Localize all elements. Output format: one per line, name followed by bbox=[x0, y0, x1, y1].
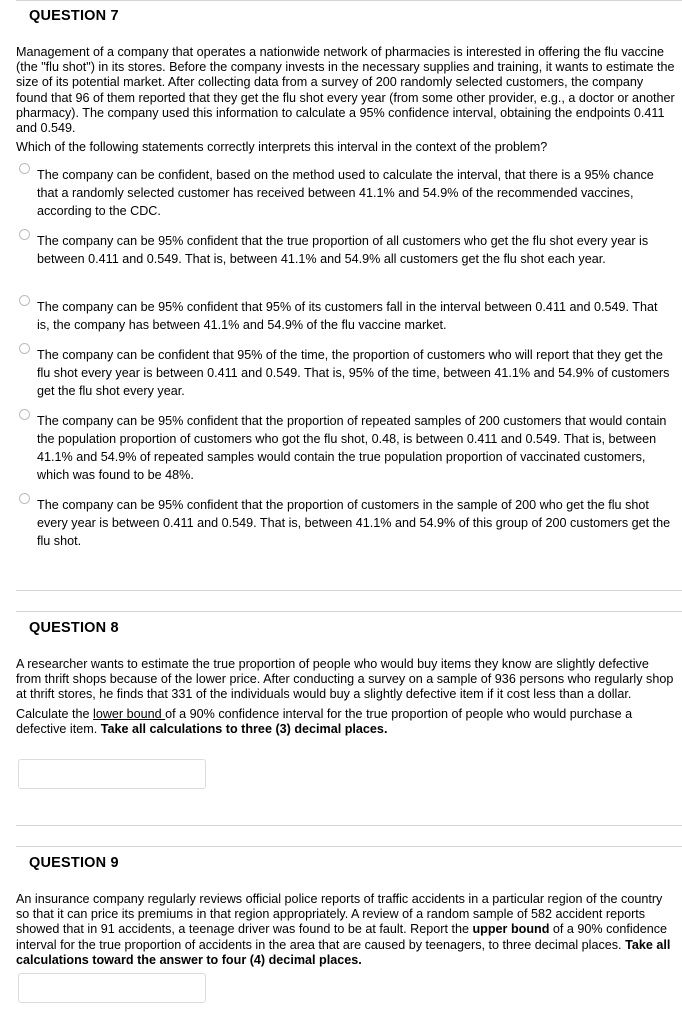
divider bbox=[16, 846, 682, 847]
question-7-stem: Management of a company that operates a nationwide network of pharmacies is interested in offering the flu vaccine (the "flu shot") in its stores. Before the company invests in the necessary supplies and training, it wants to estimate the size of its potential market. After collecting data from a survey of 200 randomly selected customers, the company found that 96 of them reported that they get the flu shot every year (from some other provider, e.g., a doctor or another pharmacy). The company used this information to calculate a 95% confidence interval, obtaining the endpoints 0.411 and 0.549. bbox=[16, 45, 675, 136]
question-9-text bbox=[16, 892, 676, 968]
divider bbox=[16, 0, 682, 1]
question-8-answer-input[interactable] bbox=[18, 759, 206, 789]
radio-option-f[interactable] bbox=[19, 493, 30, 504]
question-7-prompt: Which of the following statements correctly interprets this interval in the context of the problem? bbox=[16, 140, 548, 155]
question-9-instruction: Take all calculations toward the answer to four (4) decimal places. bbox=[16, 937, 671, 967]
question-8-prompt-rest: of a 90% confidence interval for the true proportion of people who would purchase a defective item. bbox=[16, 706, 633, 736]
question-9-stem-middle: of a 90% confidence interval for the true proportion of accidents in the area that are caused by teenagers, to three decimal places. bbox=[16, 922, 668, 952]
divider bbox=[16, 590, 682, 591]
question-8-text bbox=[16, 657, 676, 737]
radio-option-d[interactable] bbox=[19, 343, 30, 354]
question-8-stem: A researcher wants to estimate the true proportion of people who would buy items they know are slightly defective from thrift shops because of the lower price. After conducting a survey on a sample of 936 persons who regularly shop at thrift stores, he finds that 331 of the individuals would buy a slightly defective item if it cost less than a dollar. bbox=[16, 657, 674, 702]
option-a-label: The company can be confident, based on the method used to calculate the interval, that there is a 95% chance that a randomly selected customer has received between 41.1% and 54.9% of the recommended vaccines, according to the CDC. bbox=[37, 168, 654, 218]
question-8-prompt-start: Calculate the bbox=[16, 706, 94, 721]
question-7-text bbox=[16, 45, 676, 155]
question-9-answer-input[interactable] bbox=[18, 973, 206, 1003]
option-d-label: The company can be confident that 95% of the time, the proportion of customers who will report that they get the flu shot every year is between 0.411 and 0.549. That is, 95% of the time, between 41.1% and 54.9% of customers get the flu shot every year. bbox=[37, 348, 670, 398]
question-8-lower-bound-term: lower bound bbox=[93, 706, 166, 721]
radio-option-c[interactable] bbox=[19, 295, 30, 306]
question-7-title: QUESTION 7 bbox=[29, 8, 119, 24]
option-e-label: The company can be 95% confident that the proportion of repeated samples of 200 customers that would contain the population proportion of customers who got the flu shot, 0.48, is between 0.411 and 0.549. That is, between 41.1% and 54.9% of repeated samples would contain the true population proportion of vaccinated customers, which was found to be 48%. bbox=[37, 414, 667, 482]
question-9-title: QUESTION 9 bbox=[29, 855, 119, 871]
question-9-stem bbox=[16, 892, 676, 968]
radio-option-b[interactable] bbox=[19, 229, 30, 240]
radio-option-a[interactable] bbox=[19, 163, 30, 174]
question-9-stem-start: An insurance company regularly reviews official police reports of traffic accidents in a particular region of the country so that it can price its premiums in that region appropriately. A review of a random sample of 582 accident reports showed that in 91 accidents, a teenage driver was found to be at fault. Report the bbox=[16, 892, 663, 937]
question-8-prompt bbox=[16, 707, 676, 737]
divider bbox=[16, 825, 682, 826]
divider bbox=[16, 611, 682, 612]
question-8-title: QUESTION 8 bbox=[29, 620, 119, 636]
question-9-upper-bound-term: upper bound bbox=[472, 922, 550, 937]
option-f-label: The company can be 95% confident that the proportion of customers in the sample of 200 who get the flu shot every year is between 0.411 and 0.549. That is, between 41.1% and 54.9% of this group of 200 customers get the flu shot. bbox=[37, 498, 671, 548]
question-8-instruction: Take all calculations to three (3) decimal places. bbox=[100, 721, 388, 736]
option-c-label: The company can be 95% confident that 95% of its customers fall in the interval between 0.411 and 0.549. That is, the company has between 41.1% and 54.9% of the flu vaccine market. bbox=[37, 300, 658, 332]
radio-option-e[interactable] bbox=[19, 409, 30, 420]
option-b-label: The company can be 95% confident that the true proportion of all customers who get the flu shot every year is between 0.411 and 0.549. That is, between 41.1% and 54.9% all customers get the flu shot each year. bbox=[37, 234, 649, 266]
